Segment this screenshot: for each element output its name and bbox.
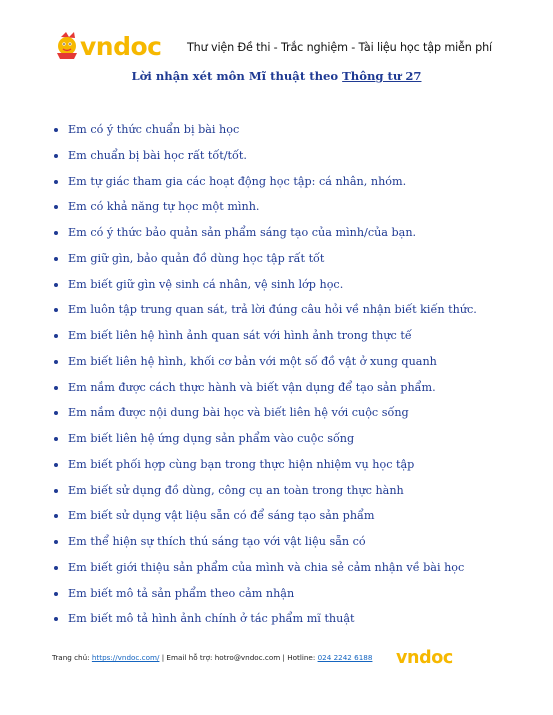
- list-item: [54, 323, 477, 349]
- vndoc-logo[interactable]: [52, 31, 164, 61]
- footer-email-text: | Email hỗ trợ: hotro@vndoc.com | Hotline:: [159, 653, 318, 662]
- header-tagline: Thư viện Đề thi - Trắc nghiệm - Tài liệu học tập miễn phí: [187, 41, 492, 54]
- list-item: [54, 194, 477, 220]
- comment-text: Em biết phối hợp cùng bạn trong thực hiện nhiệm vụ học tập: [68, 457, 415, 471]
- footer-home-link[interactable]: https://vndoc.com/: [91, 653, 160, 662]
- list-item: [54, 375, 477, 401]
- comment-text: Em nắm được cách thực hành và biết vận dụng để tạo sản phẩm.: [68, 380, 436, 394]
- mascot-icon: [57, 32, 77, 59]
- comment-text: Em biết mô tả sản phẩm theo cảm nhận: [68, 586, 295, 600]
- list-item: [54, 117, 477, 143]
- list-item: [54, 426, 477, 452]
- title-link[interactable]: Thông tư 27: [342, 69, 422, 83]
- document-title: [0, 69, 553, 83]
- list-item: [54, 272, 477, 298]
- list-item: [54, 220, 477, 246]
- comment-text: Em biết liên hệ hình, khối cơ bản với một số đồ vật ở xung quanh: [68, 354, 437, 368]
- comment-text: Em luôn tập trung quan sát, trả lời đúng câu hỏi về nhận biết kiến thức.: [68, 303, 477, 317]
- comment-text: Em có khả năng tự học một mình.: [68, 200, 260, 214]
- comment-text: Em giữ gìn, bảo quản đồ dùng học tập rất tốt: [68, 251, 325, 265]
- title-text: Lời nhận xét môn Mĩ thuật theo: [131, 69, 343, 83]
- list-item: [54, 143, 477, 169]
- bullet-icon: [54, 411, 58, 415]
- footer-logo-wordmark: vndoc: [396, 648, 453, 666]
- list-item: [54, 529, 477, 555]
- bullet-icon: [54, 180, 58, 184]
- bullet-icon: [54, 463, 58, 467]
- footer: [52, 653, 372, 662]
- comment-text: Em biết mô tả hình ảnh chính ở tác phẩm mĩ thuật: [68, 612, 355, 626]
- comment-text: Em có ý thức chuẩn bị bài học: [68, 123, 240, 136]
- comment-text: Em chuẩn bị bài học rất tốt/tốt.: [68, 148, 247, 162]
- list-item: [54, 581, 477, 607]
- comment-text: Em biết liên hệ hình ảnh quan sát với hình ảnh trong thực tế: [68, 329, 412, 342]
- bullet-icon: [54, 514, 58, 518]
- bullet-icon: [54, 386, 58, 390]
- bullet-icon: [54, 592, 58, 596]
- list-item: [54, 246, 477, 272]
- bullet-icon: [54, 334, 58, 338]
- bullet-icon: [54, 489, 58, 493]
- list-item: [54, 169, 477, 195]
- bullet-icon: [54, 283, 58, 287]
- bullet-icon: [54, 540, 58, 544]
- bullet-icon: [54, 205, 58, 209]
- comment-text: Em tự giác tham gia các hoạt động học tập: cá nhân, nhóm.: [68, 174, 407, 188]
- bullet-icon: [54, 566, 58, 570]
- comment-text: Em biết sử dụng vật liệu sẵn có để sáng tạo sản phẩm: [68, 509, 375, 523]
- list-item: [54, 297, 477, 323]
- footer-hotline-link[interactable]: 024 2242 6188: [317, 653, 373, 662]
- bullet-icon: [54, 308, 58, 312]
- bullet-icon: [54, 360, 58, 364]
- footer-home-label: Trang chủ:: [52, 653, 92, 662]
- list-item: [54, 478, 477, 504]
- comment-text: Em biết liên hệ ứng dụng sản phẩm vào cuộc sống: [68, 432, 355, 445]
- bullet-icon: [54, 128, 58, 132]
- bullet-icon: [54, 154, 58, 158]
- comment-text: Em biết giới thiệu sản phẩm của mình và chia sẻ cảm nhận về bài học: [68, 560, 465, 574]
- comment-text: Em có ý thức bảo quản sản phẩm sáng tạo của mình/của bạn.: [68, 226, 417, 239]
- logo-wordmark: vndoc: [80, 32, 162, 61]
- list-item: [54, 400, 477, 426]
- list-item: [54, 452, 477, 478]
- list-item: [54, 555, 477, 581]
- comment-list: [54, 117, 477, 632]
- list-item: [54, 349, 477, 375]
- comment-text: Em biết giữ gìn vệ sinh cá nhân, vệ sinh lớp học.: [68, 277, 344, 291]
- bullet-icon: [54, 231, 58, 235]
- comment-text: Em thể hiện sự thích thú sáng tạo với vật liệu sẵn có: [68, 535, 366, 548]
- comment-text: Em nắm được nội dung bài học và biết liên hệ với cuộc sống: [68, 406, 409, 420]
- list-item: [54, 606, 477, 632]
- bullet-icon: [54, 437, 58, 441]
- footer-vndoc-logo[interactable]: [396, 648, 464, 666]
- list-item: [54, 503, 477, 529]
- bullet-icon: [54, 257, 58, 261]
- bullet-icon: [54, 617, 58, 621]
- comment-text: Em biết sử dụng đồ dùng, công cụ an toàn trong thực hành: [68, 483, 404, 497]
